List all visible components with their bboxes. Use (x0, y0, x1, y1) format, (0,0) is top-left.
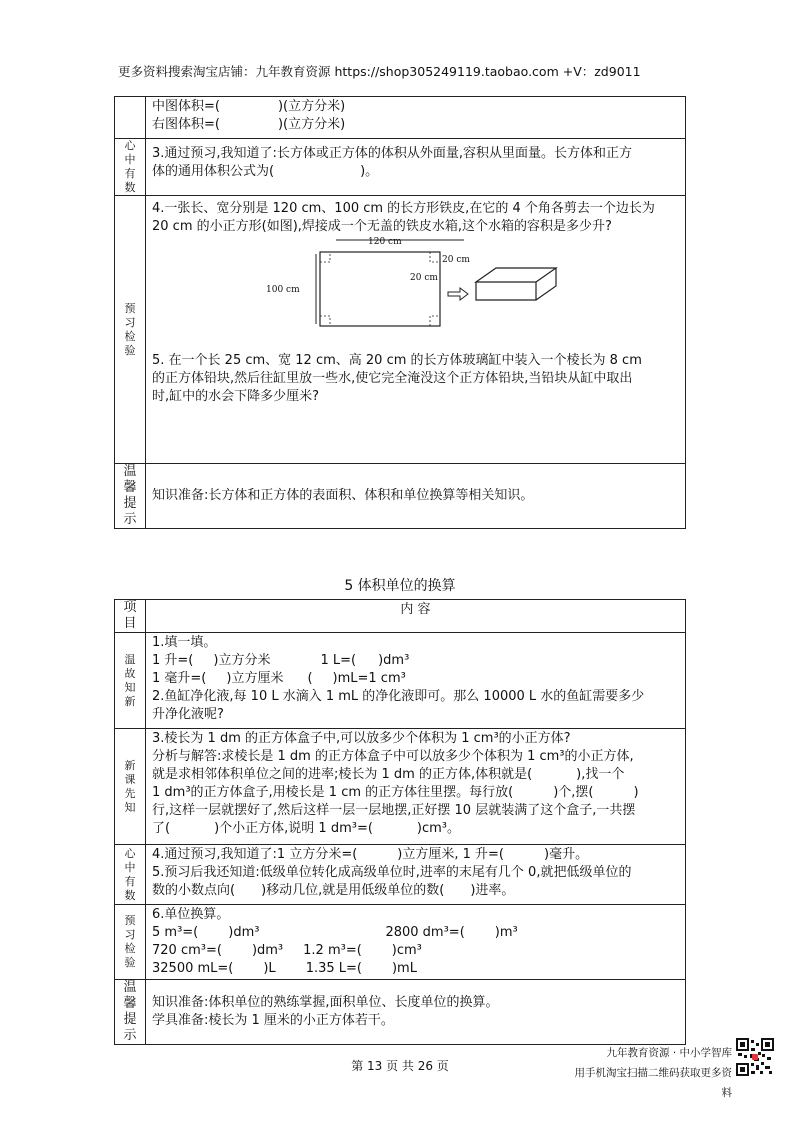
preview-check-cell: 4.一张长、宽分别是 120 cm、100 cm 的长方形铁皮,在它的 4 个角各剪去一个边长为 20 cm 的小正方形(如图),焊接成一个无盖的铁皮水箱,这个水箱的容积是多少升? 120 cm 100 cm 20 cm 20 cm 5. 在一个长 25 cm、宽 12 cm、高 20 cm 的长方体玻璃缸中装入一个棱长为 8 cm 的正方体铅块,然后往缸里放一些水,使它完全淹没这个正方体铅块,当铅块从缸中取出 时,缸中的水会下降多少厘米? (146, 196, 686, 464)
arrow-icon (448, 288, 468, 300)
sheet-rectangle (320, 252, 440, 326)
header-content: 内 容 (146, 600, 686, 633)
qr-code-icon (736, 1038, 774, 1076)
preview-table-2 (114, 599, 686, 1045)
brand-block (566, 1043, 732, 1103)
knowledge-cell: 4.通过预习,我知道了:1 立方分米=( )立方厘米, 1 升=( )毫升。 5.预习后我还知道:低级单位转化成高级单位时,进率的末尾有几个 0,就把低级单位的 数的小数点向( )移动几位,就是用低级单位的数( )进率。 (146, 845, 686, 905)
row-label-xinzhongyoushu: 心 中 有 数 (115, 139, 146, 196)
brand-line-1: 九年教育资源 · 中小学智库 (606, 1047, 732, 1059)
row-label-xinzhong: 心 中 有 数 (115, 845, 146, 905)
width-label: 120 cm (368, 237, 402, 247)
conversion-cell: 6.单位换算。 5 m³=( )dm³ 2800 dm³=( )m³ 720 cm³=( )dm³ 1.2 m³=( )cm³ 32500 mL=( )L 1.35 L=( )mL (146, 905, 686, 980)
section-title: 5 体积单位的换算 (344, 578, 456, 594)
preview-table-1 (114, 96, 686, 529)
height-label: 100 cm (266, 285, 300, 295)
page-header: 更多资料搜索淘宝店铺：九年教育资源 https://shop305249119.taobao.com +V：zd9011 (118, 64, 641, 79)
sheet-to-box-figure (266, 237, 700, 338)
blank-cell (115, 97, 146, 139)
open-box-shape (476, 268, 556, 300)
row-label-yuxijianyan: 预 习 检 验 (115, 196, 146, 464)
formula-cell: 3.通过预习,我知道了:长方体或正方体的体积从外面量,容积从里面量。长方体和正方 体的通用体积公式为( )。 (146, 139, 686, 196)
row-label-wenxin: 温馨 提示 (115, 980, 146, 1045)
corner-label-2: 20 cm (410, 273, 438, 283)
row-label-wengu: 温 故 知 新 (115, 633, 146, 729)
volume-fill-cell: 中图体积=( )(立方分米) 右图体积=( )(立方分米) (146, 97, 686, 139)
header-item: 项目 (115, 600, 146, 633)
corner-label-1: 20 cm (442, 255, 470, 265)
page-number: 第 13 页 共 26 页 (351, 1059, 449, 1073)
new-lesson-cell: 3.棱长为 1 dm 的正方体盒子中,可以放多少个体积为 1 cm³的小正方体? 分析与解答:求棱长是 1 dm 的正方体盒子中可以放多少个体积为 1 cm³的小正方体, 就是求相邻体积单位之间的进率;棱长为 1 dm 的正方体,体积就是( ),找一个 1 dm³的正方体盒子,用棱长是 1 cm 的正方体往里摆。每行放( )个,摆( ) 行,这样一层就摆好了,然后这样一层一层地摆,正好摆 10 层就装满了这个盒子,一共摆 了( )个小正方体,说明 1 dm³=( )cm³。 (146, 729, 686, 845)
row-label-wenxintishi: 温馨 提示 (115, 464, 146, 529)
row-label-yuxi: 预 习 检 验 (115, 905, 146, 980)
corner-cuts (320, 252, 440, 326)
tip-cell: 知识准备:长方体和正方体的表面积、体积和单位换算等相关知识。 (146, 464, 686, 529)
review-cell: 1.填一填。 1 升=( )立方分米 1 L=( )dm³ 1 毫升=( )立方厘米 ( )mL=1 cm³ 2.鱼缸净化液,每 10 L 水滴入 1 mL 的净化液即可。那么 10000 L 水的鱼缸需要多少 升净化液呢? (146, 633, 686, 729)
brand-line-2: 用手机淘宝扫描二维码获取更多资料 (574, 1067, 732, 1099)
row-label-xinke: 新 课 先 知 (115, 729, 146, 845)
tip-cell-2: 知识准备:体积单位的熟练掌握,面积单位、长度单位的换算。 学具准备:棱长为 1 厘米的小正方体若干。 (146, 980, 686, 1045)
